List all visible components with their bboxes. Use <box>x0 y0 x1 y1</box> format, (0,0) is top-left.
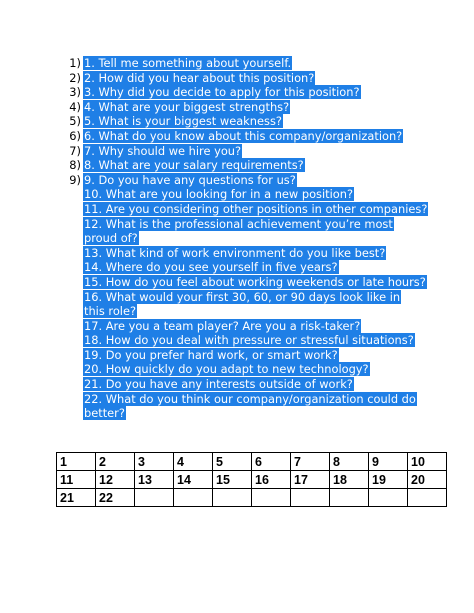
question-item[interactable] <box>56 377 416 392</box>
grid-cell[interactable]: 4 <box>174 453 213 471</box>
question-text: 15. How do you feel about working weekends or late hours? <box>84 274 426 289</box>
question-text: 6. What do you know about this company/organization? <box>84 128 403 143</box>
grid-cell[interactable]: 5 <box>213 453 252 471</box>
question-marker: 6) <box>69 128 81 143</box>
question-text: 12. What is the professional achievement you’re most proud of? <box>84 216 393 246</box>
question-item[interactable] <box>56 333 416 348</box>
question-text: 11. Are you considering other positions in other companies? <box>84 201 428 216</box>
question-item[interactable] <box>56 290 416 319</box>
grid-cell[interactable]: 7 <box>291 453 330 471</box>
question-item[interactable] <box>56 260 416 275</box>
grid-cell[interactable]: 6 <box>252 453 291 471</box>
question-item[interactable] <box>56 319 416 334</box>
question-list <box>56 56 428 421</box>
question-marker: 2) <box>69 70 81 85</box>
grid-cell[interactable]: 13 <box>135 471 174 489</box>
question-marker: 7) <box>69 143 81 158</box>
question-marker: 1) <box>69 56 81 70</box>
question-marker: 5) <box>69 114 81 129</box>
question-item[interactable] <box>56 71 416 86</box>
grid-cell[interactable] <box>408 489 447 507</box>
question-item[interactable] <box>56 201 428 217</box>
question-item[interactable] <box>56 129 416 144</box>
question-text: 18. How do you deal with pressure or stressful situations? <box>84 333 414 348</box>
grid-cell[interactable]: 14 <box>174 471 213 489</box>
question-item[interactable] <box>56 158 416 173</box>
question-text: 7. Why should we hire you? <box>84 143 242 158</box>
grid-cell[interactable]: 1 <box>57 453 96 471</box>
question-item[interactable] <box>56 173 416 188</box>
grid-cell[interactable]: 18 <box>330 471 369 489</box>
question-item[interactable] <box>56 246 416 261</box>
grid-row <box>57 489 447 507</box>
grid-cell[interactable]: 3 <box>135 453 174 471</box>
question-item[interactable] <box>56 100 416 115</box>
grid-cell[interactable]: 17 <box>291 471 330 489</box>
question-text: 3. Why did you decide to apply for this position? <box>84 85 360 100</box>
question-item[interactable] <box>56 348 416 363</box>
grid-cell[interactable]: 9 <box>369 453 408 471</box>
question-item[interactable] <box>56 114 416 129</box>
question-text: 19. Do you prefer hard work, or smart work? <box>84 347 338 362</box>
question-item[interactable] <box>56 392 416 421</box>
question-item[interactable] <box>56 56 416 71</box>
question-marker: 4) <box>69 99 81 114</box>
grid-cell[interactable]: 8 <box>330 453 369 471</box>
question-text: 22. What do you think our company/organization could do better? <box>84 391 416 421</box>
question-item[interactable] <box>56 187 416 202</box>
question-item[interactable] <box>56 274 426 290</box>
question-text: 10. What are you looking for in a new position? <box>84 187 354 202</box>
question-text: 1. Tell me something about yourself. <box>84 56 292 70</box>
grid-cell[interactable]: 22 <box>96 489 135 507</box>
grid-cell[interactable]: 21 <box>57 489 96 507</box>
question-marker: 3) <box>69 85 81 100</box>
grid-row <box>57 471 447 489</box>
grid-cell[interactable] <box>291 489 330 507</box>
grid-cell[interactable] <box>174 489 213 507</box>
grid-cell[interactable] <box>213 489 252 507</box>
question-text: 5. What is your biggest weakness? <box>84 114 282 129</box>
grid-cell[interactable]: 19 <box>369 471 408 489</box>
question-item[interactable] <box>56 85 416 100</box>
question-marker: 8) <box>69 158 81 173</box>
grid-cell[interactable]: 11 <box>57 471 96 489</box>
question-text: 17. Are you a team player? Are you a risk-taker? <box>84 318 361 333</box>
grid-cell[interactable]: 2 <box>96 453 135 471</box>
grid-cell[interactable] <box>252 489 291 507</box>
question-text: 13. What kind of work environment do you like best? <box>84 245 386 260</box>
question-item[interactable] <box>56 217 416 246</box>
question-text: 9. Do you have any questions for us? <box>84 172 296 187</box>
grid-cell[interactable]: 16 <box>252 471 291 489</box>
question-text: 20. How quickly do you adapt to new technology? <box>84 362 369 377</box>
question-item[interactable] <box>56 144 416 159</box>
question-text: 21. Do you have any interests outside of work? <box>84 377 353 392</box>
grid-cell[interactable] <box>330 489 369 507</box>
question-text: 2. How did you hear about this position? <box>84 70 315 85</box>
grid-cell[interactable]: 10 <box>408 453 447 471</box>
grid-cell[interactable] <box>369 489 408 507</box>
grid-cell[interactable] <box>135 489 174 507</box>
grid-cell[interactable]: 20 <box>408 471 447 489</box>
question-text: 14. Where do you see yourself in five years? <box>84 260 338 275</box>
grid-row <box>57 453 447 471</box>
question-marker: 9) <box>69 172 81 187</box>
question-text: 16. What would your first 30, 60, or 90 days look like in this role? <box>84 289 401 319</box>
question-item[interactable] <box>56 362 416 377</box>
question-text: 4. What are your biggest strengths? <box>84 99 290 114</box>
grid-cell[interactable]: 15 <box>213 471 252 489</box>
question-text: 8. What are your salary requirements? <box>84 158 304 173</box>
grid-cell[interactable]: 12 <box>96 471 135 489</box>
answer-grid <box>56 452 447 507</box>
